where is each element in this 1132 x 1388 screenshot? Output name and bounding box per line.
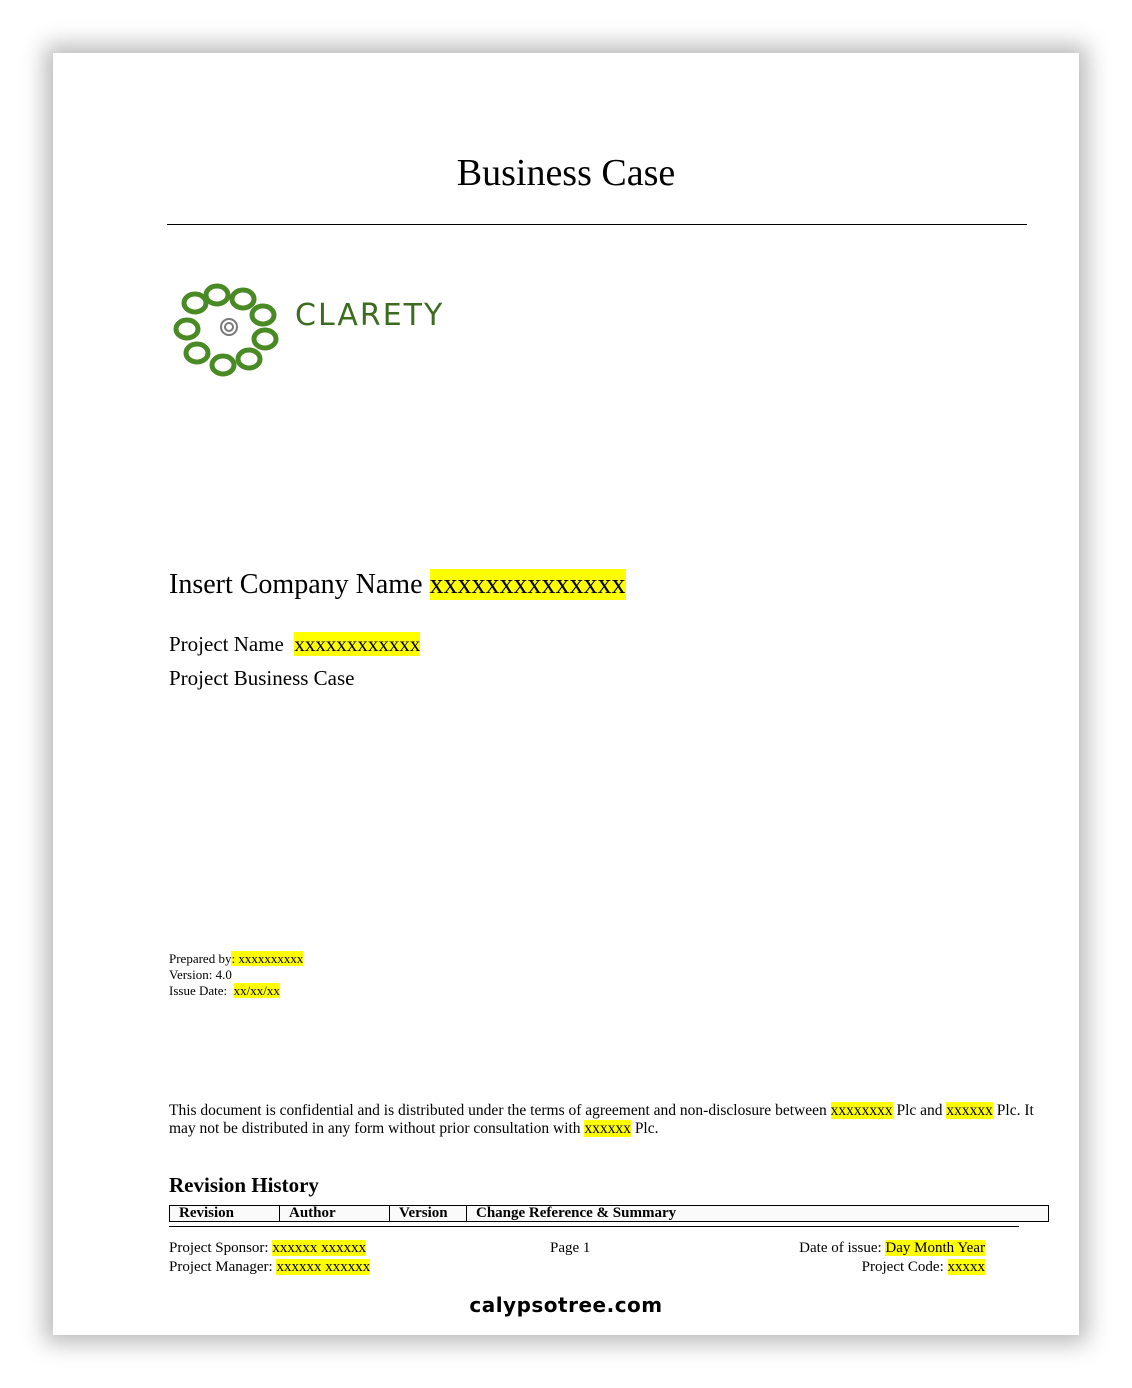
confidential-party-1: xxxxxxxx (830, 1102, 893, 1119)
sponsor-label: Project Sponsor: (169, 1240, 269, 1256)
company-name-label: Insert Company Name (169, 569, 423, 600)
confidential-text-3: Plc. It may not be distributed in any form without prior consultation with (169, 1102, 1034, 1137)
confidential-text-2: Plc and (892, 1102, 947, 1119)
page-label: Page (550, 1240, 580, 1256)
code-value: xxxxx (947, 1259, 985, 1275)
prepared-by-line (169, 951, 303, 967)
document-page (53, 53, 1079, 1335)
date-value: Day Month Year (885, 1240, 985, 1256)
column-header-change-summary: Change Reference & Summary (476, 1205, 677, 1221)
project-name-value: xxxxxxxxxxxx (294, 632, 421, 656)
prepared-by-label: Prepared by (169, 951, 232, 966)
prepared-by-value: : xxxxxxxxxx (231, 951, 304, 966)
project-name-line (169, 631, 420, 657)
version-line: Version: 4.0 (169, 967, 232, 982)
manager-value: xxxxxx xxxxxx (276, 1259, 371, 1275)
confidential-party-2: xxxxxx (946, 1102, 993, 1119)
document-meta (169, 951, 303, 999)
date-label: Date of issue: (799, 1240, 882, 1256)
footer-page-number (550, 1239, 590, 1257)
revision-history-title: Revision History (169, 1173, 319, 1197)
issue-date-value: xx/xx/xx (233, 983, 280, 998)
confidentiality-notice (169, 1102, 1035, 1138)
site-watermark: calypsotree.com (469, 1293, 663, 1317)
issue-date-line (169, 983, 303, 999)
confidential-text-1: This document is confidential and is distributed under the terms of agreement and non-disclosure between (169, 1102, 831, 1119)
logo-wordmark: CLARETY (295, 298, 445, 333)
revision-history-header (169, 1205, 1049, 1222)
issue-date-label: Issue Date: (169, 983, 228, 998)
company-name-value: xxxxxxxxxxxxxx (429, 569, 626, 600)
column-header-revision: Revision (170, 1206, 280, 1221)
footer-date-of-issue (799, 1239, 985, 1257)
company-name-line (169, 568, 626, 602)
confidential-text-4: Plc. (630, 1120, 659, 1137)
page-number: 1 (582, 1240, 591, 1256)
column-header-version: Version (390, 1206, 467, 1221)
footer-sponsor (169, 1239, 366, 1257)
document-title: Business Case (456, 152, 676, 194)
footer-project-code (862, 1258, 985, 1276)
manager-label: Project Manager: (169, 1259, 273, 1275)
project-subtitle: Project Business Case (169, 666, 355, 690)
code-label: Project Code: (861, 1259, 944, 1275)
column-header-author: Author (280, 1206, 390, 1221)
footer-manager (169, 1258, 370, 1276)
project-name-label: Project Name (169, 632, 284, 656)
confidential-party-3: xxxxxx (584, 1120, 631, 1137)
title-divider (167, 224, 1027, 225)
sponsor-value: xxxxxx xxxxxx (272, 1240, 367, 1256)
footer-divider (169, 1226, 1019, 1227)
